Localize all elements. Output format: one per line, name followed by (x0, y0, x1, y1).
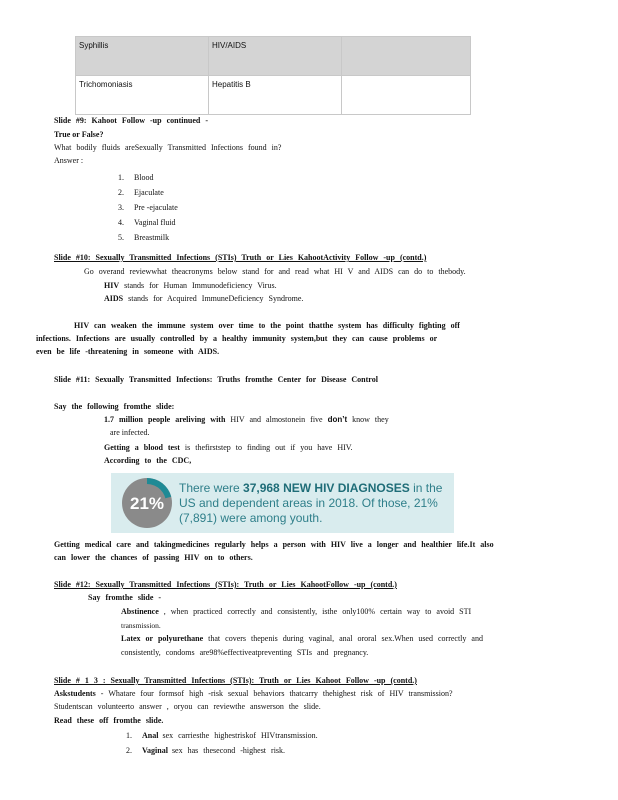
slide11-paragraph-line: can lower the chances of passing HIV on to others. (54, 553, 253, 562)
slide11-heading: Slide #11: Sexually Transmitted Infections: Truths fromthe Center for Disease Control (54, 375, 378, 384)
table-cell: Trichomoniasis (76, 76, 209, 115)
slide11-bullet: According to the CDC, (104, 456, 192, 465)
slide12-bullet-continued: transmission. (121, 621, 161, 630)
list-item: 2. Ejaculate (118, 188, 164, 197)
list-item: 5. Breastmilk (118, 233, 170, 242)
slide10-paragraph-line: HIV can weaken the immune system over time to the point thatthe system has difficulty fighting off (74, 321, 460, 330)
infographic-text: There were 37,968 NEW HIV DIAGNOSES in the US and dependent areas in 2018. Of those, 21% (7,891) were among youth. (179, 480, 443, 525)
percent-label: 21% (129, 494, 165, 513)
slide13-read: Read these off fromthe slide. (54, 716, 164, 725)
sti-table (75, 36, 471, 115)
slide12-heading: Slide #12: Sexually Transmitted Infections (STIs): Truth or Lies KahootFollow -up (contd.) (54, 580, 397, 589)
table-cell: Hepatitis B (209, 76, 342, 115)
hiv-diagnoses-infographic (111, 473, 454, 533)
percent-pie-icon (121, 477, 173, 529)
slide13-line: Studentscan volunteerto answer , oryou can reviewthe answerson the slide. (54, 702, 321, 711)
slide12-bullet: Abstinence , when practiced correctly and consistently, isthe only100% certain way to avoid STI (121, 607, 472, 616)
slide10-paragraph-line: infections. Infections are usually controlled by a healthy immunity system,but they can cause problems or (36, 334, 438, 343)
list-item: 2. Vaginal sex has thesecond -highest risk. (126, 746, 286, 755)
table-cell: Syphillis (76, 37, 209, 76)
slide11-bullet: Getting a blood test is thefirststep to finding out if you have HIV. (104, 443, 353, 452)
list-item: 1. Blood (118, 173, 154, 182)
table-cell (342, 37, 471, 76)
slide13-heading: Slide # 1 3 : Sexually Transmitted Infections (STIs): Truth or Lies Kahoot Follow -up (contd.) (54, 676, 417, 685)
slide11-say: Say the following fromthe slide: (54, 402, 175, 411)
slide9-question: What bodily fluids areSexually Transmitted Infections found in? (54, 143, 282, 152)
slide12-bullet-continued: consistently, condoms are98%effectiveatpreventing STIs and pregnancy. (121, 648, 369, 657)
slide10-bullet: AIDS stands for Acquired ImmuneDeficiency Syndrome. (104, 294, 304, 303)
slide10-paragraph-line: even be life -threatening in someone with AIDS. (36, 347, 220, 356)
slide11-bullet-continued: are infected. (110, 428, 150, 437)
table-row (76, 37, 471, 76)
slide12-bullet: Latex or polyurethane that covers thepenis during vaginal, anal ororal sex.When used correctly and (121, 634, 483, 643)
slide13-list (126, 728, 318, 758)
slide9-subheading: True or False? (54, 130, 104, 139)
list-item: 1. Anal sex carriesthe highestriskof HIVtransmission. (126, 731, 318, 740)
table-cell: HIV/AIDS (209, 37, 342, 76)
slide10-intro: Go overand reviewwhat theacronyms below stand for and read what HI V and AIDS can do to thebody. (84, 267, 466, 276)
slide9-answer-label: Answer : (54, 156, 84, 165)
slide10-bullet: HIV stands for Human Immunodeficiency Virus. (104, 281, 277, 290)
table-cell (342, 76, 471, 115)
list-item: 4. Vaginal fluid (118, 218, 176, 227)
slide9-heading: Slide #9: Kahoot Follow -up continued - (54, 116, 209, 125)
list-item: 3. Pre -ejaculate (118, 203, 178, 212)
slide12-say: Say fromthe slide - (88, 593, 162, 602)
slide10-heading: Slide #10: Sexually Transmitted Infections (STIs) Truth or Lies KahootActivity Follow -up (contd.) (54, 253, 427, 262)
slide13-ask: Askstudents - Whatare four formsof high -risk sexual behaviors thatcarry thehighest risk of HIV transmission? (54, 689, 453, 698)
slide11-paragraph-line: Getting medical care and takingmedicines regularly helps a person with HIV live a longer and healthier life.It also (54, 540, 494, 549)
slide9-answer-list (118, 170, 178, 245)
table-row (76, 76, 471, 115)
slide11-bullet: 1.7 million people areliving with HIV and almostonein five don’t know they (104, 415, 389, 424)
